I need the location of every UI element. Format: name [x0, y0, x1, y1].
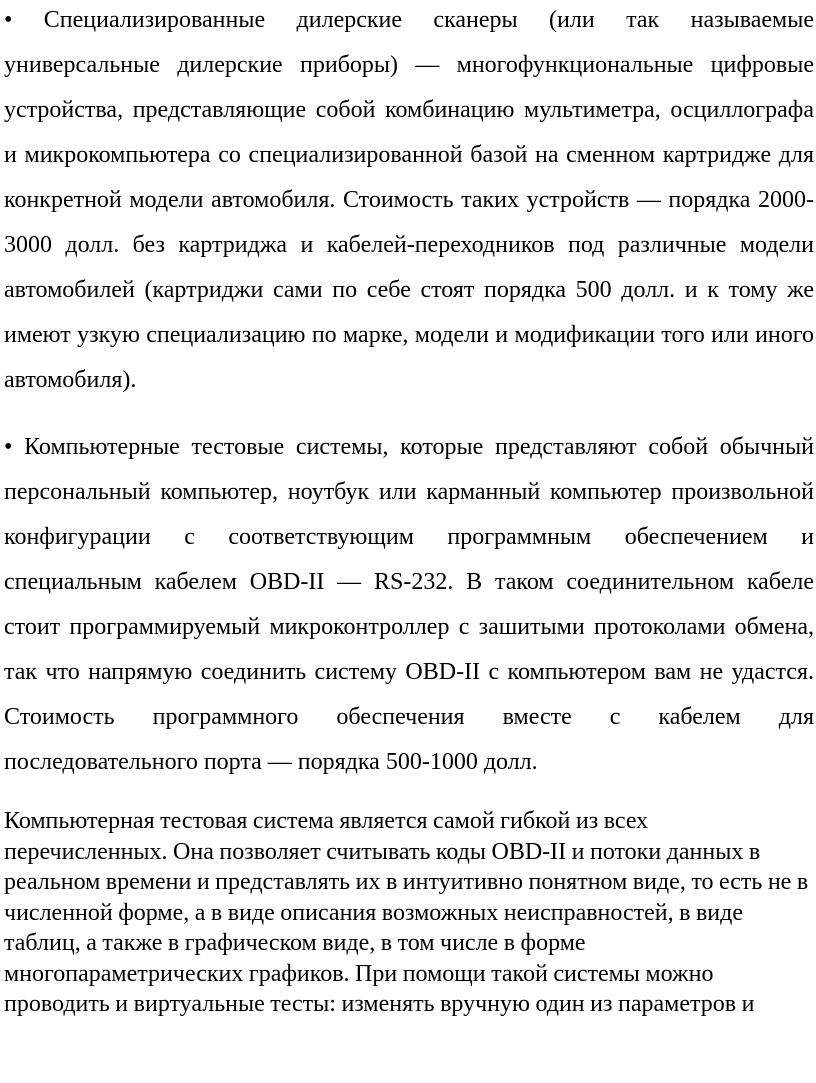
paragraph-dealer-scanners: • Специализированные дилерские сканеры (или так называемые универсальные дилерские приборы) — многофункциональные цифровые устройства, представляющие собой комбинацию мультиметра, осциллографа и микрокомпьютера со специализированной базой на сменном картридже для конкретной модели автомобиля. Стоимость таких устройств — порядка 2000-3000 долл. без картриджа и кабелей-переходников под различные модели автомобилей (картриджи сами по себе стоят порядка 500 долл. и к тому же имеют узкую специализацию по марке, модели и модификации того или иного автомобиля). — [4, 7, 814, 393]
paragraph-computer-system-flexibility: Компьютерная тестовая система является самой гибкой из всех перечисленных. Она позволяет считывать коды OBD-II и потоки данных в реальном времени и представлять их в интуитивно понятном виде, то есть не в численной форме, а в виде описания возможных неисправностей, в виде таблиц, а также в графическом виде, в том числе в форме многопараметрических графиков. При помощи такой системы можно проводить и виртуальные тесты: изменять вручную один из параметров и — [4, 808, 809, 1017]
paragraph-computer-test-systems: • Компьютерные тестовые системы, которые представляют собой обычный персональный компьютер, ноутбук или карманный компьютер произвольной конфигурации с соответствующим программным обеспечением и специальным кабелем OBD-II — RS-232. В таком соединительном кабеле стоит программируемый микроконтроллер с зашитыми протоколами обмена, так что напрямую соединить систему OBD-II с компьютером вам не удастся. Стоимость программного обеспечения вместе с кабелем для последовательного порта — порядка 500-1000 долл. — [4, 434, 814, 775]
